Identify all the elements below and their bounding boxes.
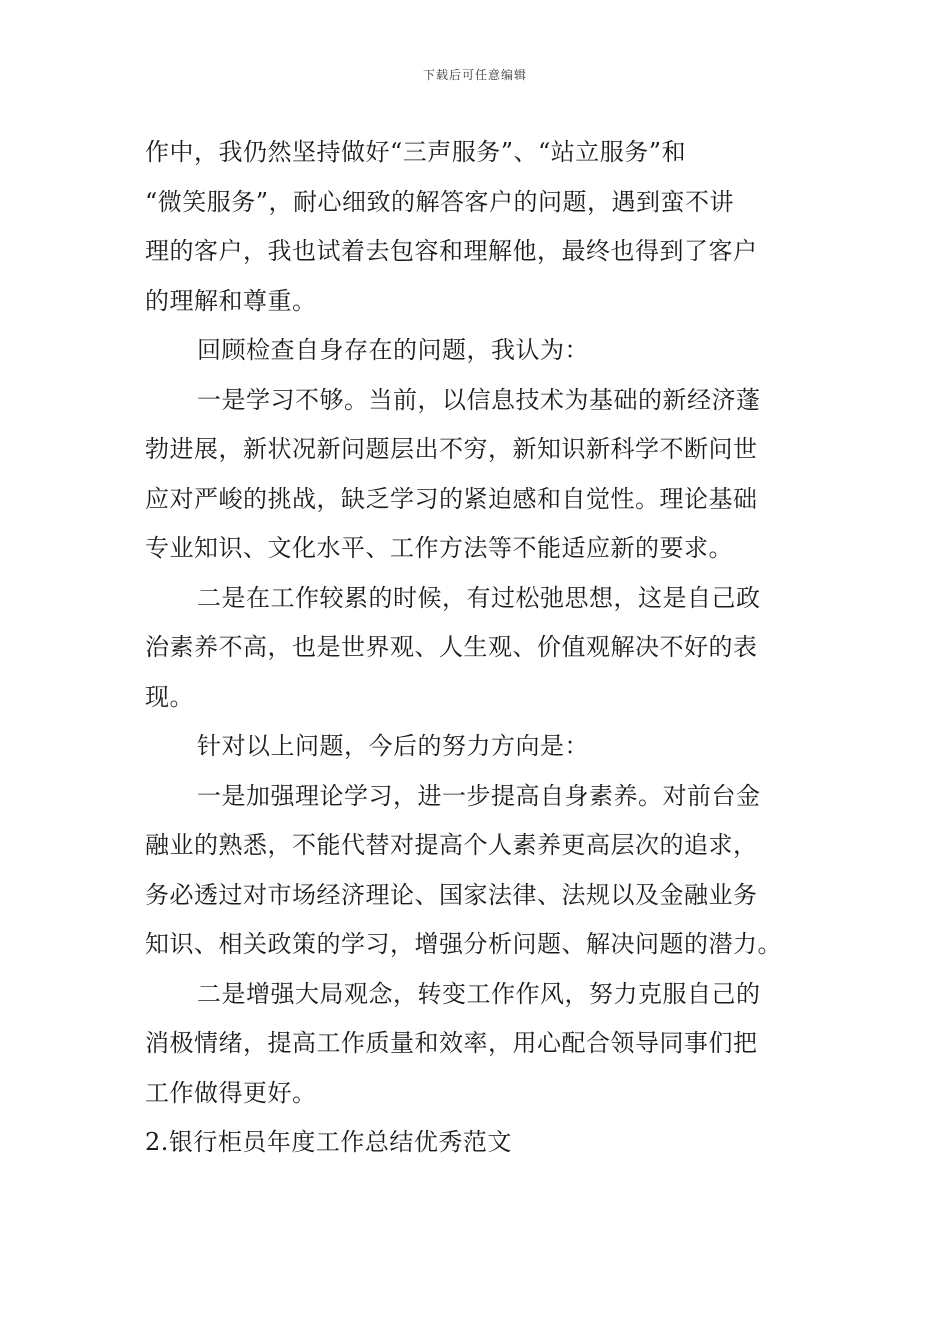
- body-line: 工作做得更好。: [145, 1078, 317, 1107]
- body-line: 务必透过对市场经济理论、国家法律、法规以及金融业务: [145, 880, 758, 909]
- paragraph-start-line: 一是加强理论学习，进一步提高自身素养。对前台金: [197, 781, 761, 810]
- body-line: 应对严峻的挑战，缺乏学习的紧迫感和自觉性。理论基础: [145, 484, 758, 513]
- paragraph-start-line: 针对以上问题，今后的努力方向是：: [197, 732, 589, 760]
- page-header-note: 下载后可任意编辑: [422, 68, 527, 82]
- paragraph-start-line: 回顾检查自身存在的问题，我认为：: [197, 336, 589, 364]
- body-line: 消极情绪，提高工作质量和效率，用心配合领导同事们把: [145, 1029, 758, 1057]
- paragraph-start-line: 二是在工作较累的时候，有过松弛思想，这是自己政: [197, 583, 761, 612]
- body-line: 作中，我仍然坚持做好“三声服务”、“站立服务”和: [145, 138, 687, 166]
- section-heading: 2.银行柜员年度工作总结优秀范文: [145, 1128, 512, 1156]
- body-line: 的理解和尊重。: [145, 286, 317, 315]
- body-line: 融业的熟悉，不能代替对提高个人素养更高层次的追求，: [145, 831, 758, 859]
- document-body: [145, 128, 805, 1168]
- body-line: 知识、相关政策的学习，增强分析问题、解决问题的潜力。: [145, 930, 782, 958]
- paragraph-start-line: 一是学习不够。当前，以信息技术为基础的新经济蓬: [197, 385, 761, 414]
- body-line: 勃进展，新状况新问题层出不穷，新知识新科学不断问世: [145, 435, 758, 463]
- body-line: 现。: [145, 682, 194, 711]
- body-line: 理的客户，我也试着去包容和理解他，最终也得到了客户: [145, 237, 758, 265]
- body-line: 专业知识、文化水平、工作方法等不能适应新的要求。: [145, 534, 733, 562]
- paragraph-start-line: 二是增强大局观念，转变工作作风，努力克服自己的: [197, 979, 761, 1008]
- body-line: 治素养不高，也是世界观、人生观、价值观解决不好的表: [145, 633, 758, 661]
- body-line: “微笑服务”，耐心细致的解答客户的问题，遇到蛮不讲: [145, 187, 735, 216]
